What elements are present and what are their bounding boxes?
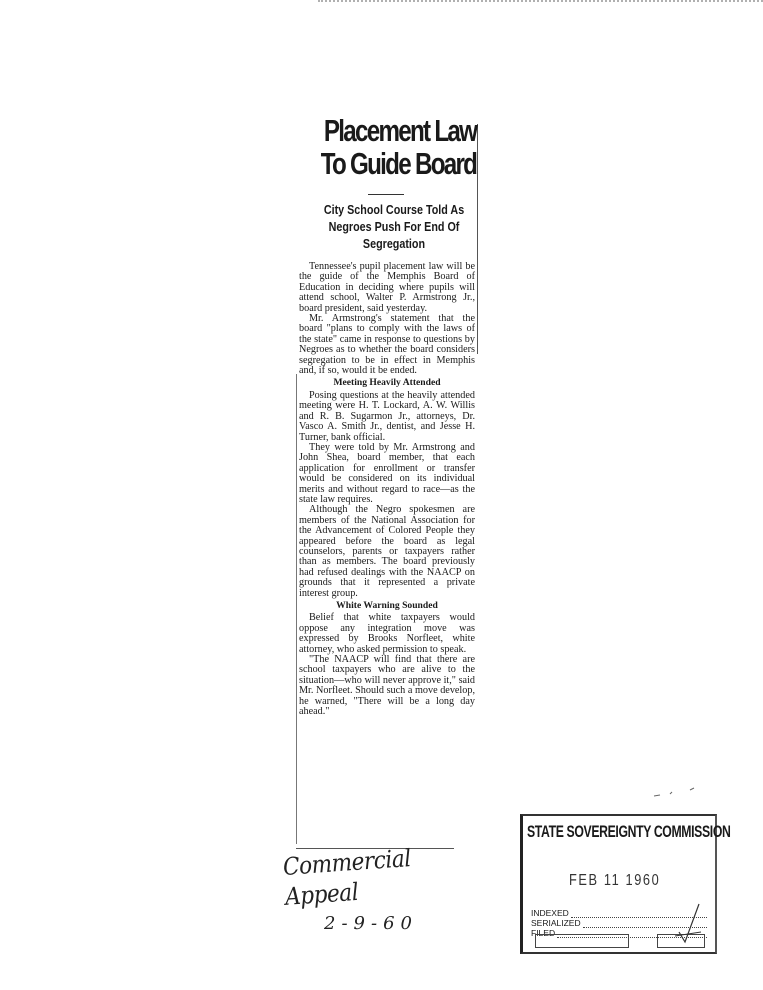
serialized-label: SERIALIZED xyxy=(531,918,581,928)
article-body xyxy=(299,262,475,717)
article-paragraph: They were told by Mr. Armstrong and John Shea, board member, that each application for enrollment or transfer would be considered on its individual merits and without regard to race—as the state law requires. xyxy=(299,441,475,505)
subheadline: City School Course Told As Negroes Push For End Of Segregation xyxy=(323,203,465,251)
handwritten-annotation xyxy=(282,844,502,936)
stamp-box-left xyxy=(535,934,629,948)
article-paragraph: Belief that white taxpayers would oppose any integration move was expressed by Brooks Norfleet, white attorney, who asked permission to speak. xyxy=(299,612,475,655)
article-paragraph: Although the Negro spokesmen are members of the National Association for the Advancement of Colored People they appeared before the board as legal counselors, parents or taxpayers rather than as members. The board previously had refused dealings with the NAACP on grounds that it represented a private interest group. xyxy=(299,504,475,599)
crosshead-meeting: Meeting Heavily Attended xyxy=(333,377,441,389)
top-edge-dots xyxy=(318,0,763,5)
sovereignty-commission-stamp xyxy=(520,814,731,954)
clipping-edge-left xyxy=(296,374,297,844)
headline-line-2: To Guide Board xyxy=(320,146,477,181)
crosshead-warning: White Warning Sounded xyxy=(336,600,438,611)
article-paragraph: Posing questions at the heavily attended meeting were H. T. Lockard, A. W. Willis and R. B. Sugarmon Jr., attorneys, Dr. Vasco A. Smith Jr., dentist, and Jesse H. Turner, bank official. xyxy=(299,389,475,443)
headline-divider xyxy=(368,194,404,195)
article-paragraph: "The NAACP will find that there are school taxpayers who are alive to the situation—who will never approve it," said Mr. Norfleet. Should such a move develop, he warned, "There will be a long day ahead." xyxy=(299,654,475,718)
pen-marks xyxy=(652,786,702,800)
handwritten-publication: Commercial Appeal xyxy=(282,844,412,911)
handwritten-date: 2-9-60 xyxy=(324,913,418,934)
clipping-edge-right xyxy=(477,124,478,354)
checkmark-icon xyxy=(673,902,703,946)
newspaper-clipping xyxy=(296,114,480,852)
article-paragraph: Tennessee's pupil placement law will be the guide of the Memphis Board of Education in deciding where pupils will attend school, Walter P. Armstrong Jr., board president, said yesterday. xyxy=(299,261,475,314)
headline-line-1: Placement Law xyxy=(323,113,477,148)
stamp-date: FEB 11 1960 xyxy=(569,872,661,889)
stamp-title: STATE SOVEREIGNTY COMMISSION xyxy=(527,822,731,841)
indexed-label: INDEXED xyxy=(531,908,569,918)
filed-label: FILED xyxy=(531,928,556,938)
article-paragraph: Mr. Armstrong's statement that the board "plans to comply with the laws of the state" came in response to questions by Negroes as to whether the board considers segregation to be in effect in Memphis and, if so, would it be ended. xyxy=(299,313,475,377)
headline xyxy=(314,114,476,180)
